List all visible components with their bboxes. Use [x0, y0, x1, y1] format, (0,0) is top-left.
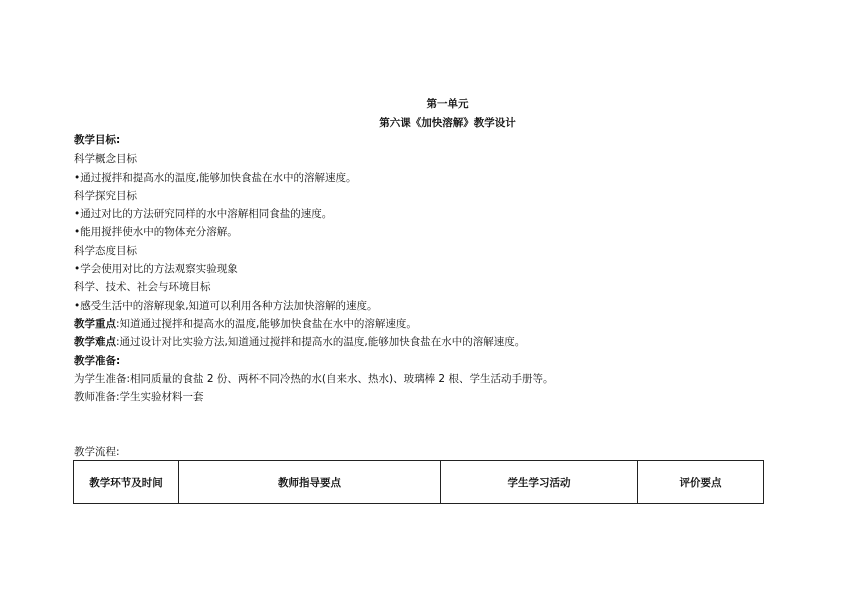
difficult-points-label: 教学难点 — [74, 336, 116, 348]
sts-objective-heading: 科学、技术、社会与环境目标 — [74, 281, 211, 293]
preparation-heading: 教学准备: — [74, 355, 121, 367]
key-points-label: 教学重点 — [74, 318, 116, 330]
teacher-preparation: 教师准备:学生实验材料一套 — [74, 391, 204, 403]
inquiry-objective-item: •通过对比的方法研究同样的水中溶解相同食盐的速度。 — [74, 208, 333, 220]
table-header-cell: 评价要点 — [638, 461, 764, 504]
concept-objective-heading: 科学概念目标 — [74, 153, 137, 165]
key-points-text: :知道通过搅拌和提高水的温度,能够加快食盐在水中的溶解速度。 — [116, 318, 417, 330]
table-header-row — [74, 461, 764, 504]
lesson-title: 第六课《加快溶解》教学设计 — [379, 117, 516, 129]
difficult-points — [74, 335, 525, 349]
process-table — [73, 460, 764, 504]
attitude-objective-item: •学会使用对比的方法观察实验现象 — [74, 263, 238, 275]
key-points — [74, 317, 417, 331]
inquiry-objective-heading: 科学探究目标 — [74, 190, 137, 202]
inquiry-objective-item: •能用搅拌使水中的物体充分溶解。 — [74, 226, 238, 238]
difficult-points-text: :通过设计对比实验方法,知道通过搅拌和提高水的温度,能够加快食盐在水中的溶解速度。 — [116, 336, 526, 348]
objectives-heading: 教学目标: — [74, 134, 121, 146]
unit-title: 第一单元 — [426, 98, 469, 110]
concept-objective-item: •通过搅拌和提高水的温度,能够加快食盐在水中的溶解速度。 — [74, 172, 357, 184]
attitude-objective-heading: 科学态度目标 — [74, 245, 137, 257]
process-heading: 教学流程: — [74, 446, 120, 458]
table-header-cell: 学生学习活动 — [441, 461, 638, 504]
sts-objective-item: •感受生活中的溶解现象,知道可以利用各种方法加快溶解的速度。 — [74, 300, 378, 312]
table-header-cell: 教师指导要点 — [179, 461, 441, 504]
table-header-cell: 教学环节及时间 — [74, 461, 179, 504]
student-preparation: 为学生准备:相同质量的食盐 2 份、两杯不同冷热的水(自来水、热水)、玻璃棒 2 根、学生活动手册等。 — [74, 373, 554, 385]
